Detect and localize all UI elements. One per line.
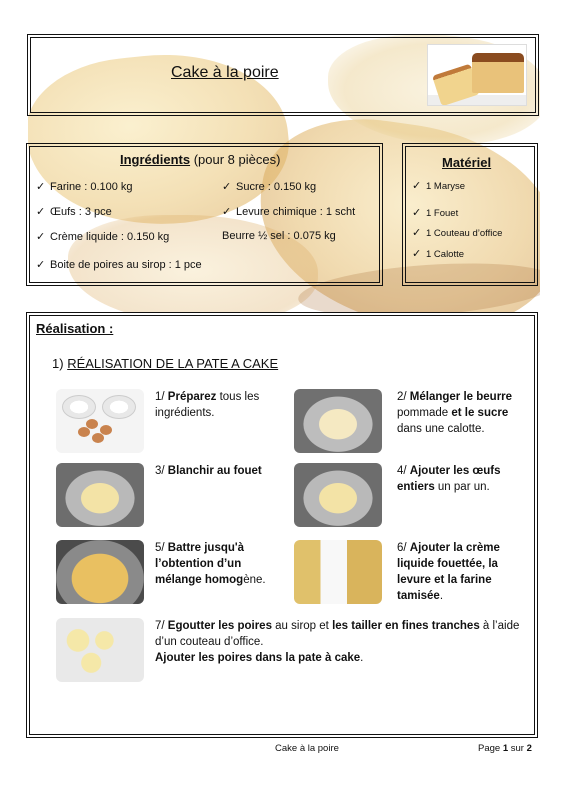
check-icon: ✓	[412, 207, 422, 219]
check-icon: ✓	[412, 227, 422, 239]
realisation-heading: Réalisation :	[36, 321, 114, 336]
page-title: Cake à la poire	[171, 64, 279, 81]
step-6-text: 6/ Ajouter la crème liquide fouettée, la levure et la farine tamisée.	[397, 542, 500, 602]
check-icon: ✓	[412, 248, 422, 260]
step-5-photo	[56, 540, 144, 604]
page-indicator: Page 1 sur 2	[478, 743, 532, 754]
title-frame	[30, 37, 536, 113]
footer-title: Cake à la poire	[275, 743, 339, 754]
step-6-photo	[294, 540, 382, 604]
check-icon: ✓	[222, 206, 232, 218]
materiel-item: ✓ 1 Calotte	[412, 248, 465, 260]
ingredient-item: ✓ Œufs : 3 pce	[36, 206, 112, 218]
ingredient-item: Beurre ½ sel : 0.075 kg	[222, 230, 336, 242]
ingredients-heading: Ingrédients (pour 8 pièces)	[120, 152, 281, 167]
step-4-photo	[294, 463, 382, 527]
materiel-panel	[405, 146, 535, 283]
ingredient-item: ✓ Farine : 0.100 kg	[36, 181, 133, 193]
cake-photo	[427, 44, 527, 106]
check-icon: ✓	[36, 181, 46, 193]
ingredient-item: ✓ Sucre : 0.150 kg	[222, 181, 317, 193]
check-icon: ✓	[412, 180, 422, 192]
step-1-photo	[56, 389, 144, 453]
check-icon: ✓	[36, 206, 46, 218]
step-3-text: 3/ Blanchir au fouet	[155, 465, 262, 477]
step-2-photo	[294, 389, 382, 453]
materiel-heading: Matériel	[442, 155, 492, 170]
check-icon: ✓	[36, 259, 46, 271]
check-icon: ✓	[36, 231, 46, 243]
check-icon: ✓	[222, 181, 232, 193]
step-7-photo	[56, 618, 144, 682]
step-5-text: 5/ Battre jusqu'à l’obtention d’un mélange homogène.	[155, 542, 266, 586]
ingredient-item: ✓ Levure chimique : 1 scht	[222, 206, 356, 218]
realisation-panel	[29, 315, 535, 735]
materiel-item: ✓ 1 Fouet	[412, 207, 459, 219]
ingredient-item: ✓ Crème liquide : 0.150 kg	[36, 231, 170, 243]
ingredient-item: ✓ Boite de poires au sirop : 1 pce	[36, 259, 202, 271]
step-3-photo	[56, 463, 144, 527]
materiel-item: ✓ 1 Couteau d’office	[412, 227, 503, 239]
step-1-text: 1/ Préparez tous les ingrédients.	[155, 391, 260, 419]
ingredients-panel	[29, 146, 380, 283]
step-7-text: 7/ Egoutter les poires au sirop et les tailler en fines tranches à l’aide d’un couteau d’office. Ajouter les poires dans la pate à cake.	[155, 620, 520, 664]
step-4-text: 4/ Ajouter les œufs entiers un par un.	[397, 465, 501, 493]
step-2-text: 2/ Mélanger le beurre pommade et le sucre dans une calotte.	[397, 391, 513, 435]
section-title: 1) RÉALISATION DE LA PATE A CAKE	[52, 356, 279, 371]
materiel-item: ✓ 1 Maryse	[412, 180, 466, 192]
